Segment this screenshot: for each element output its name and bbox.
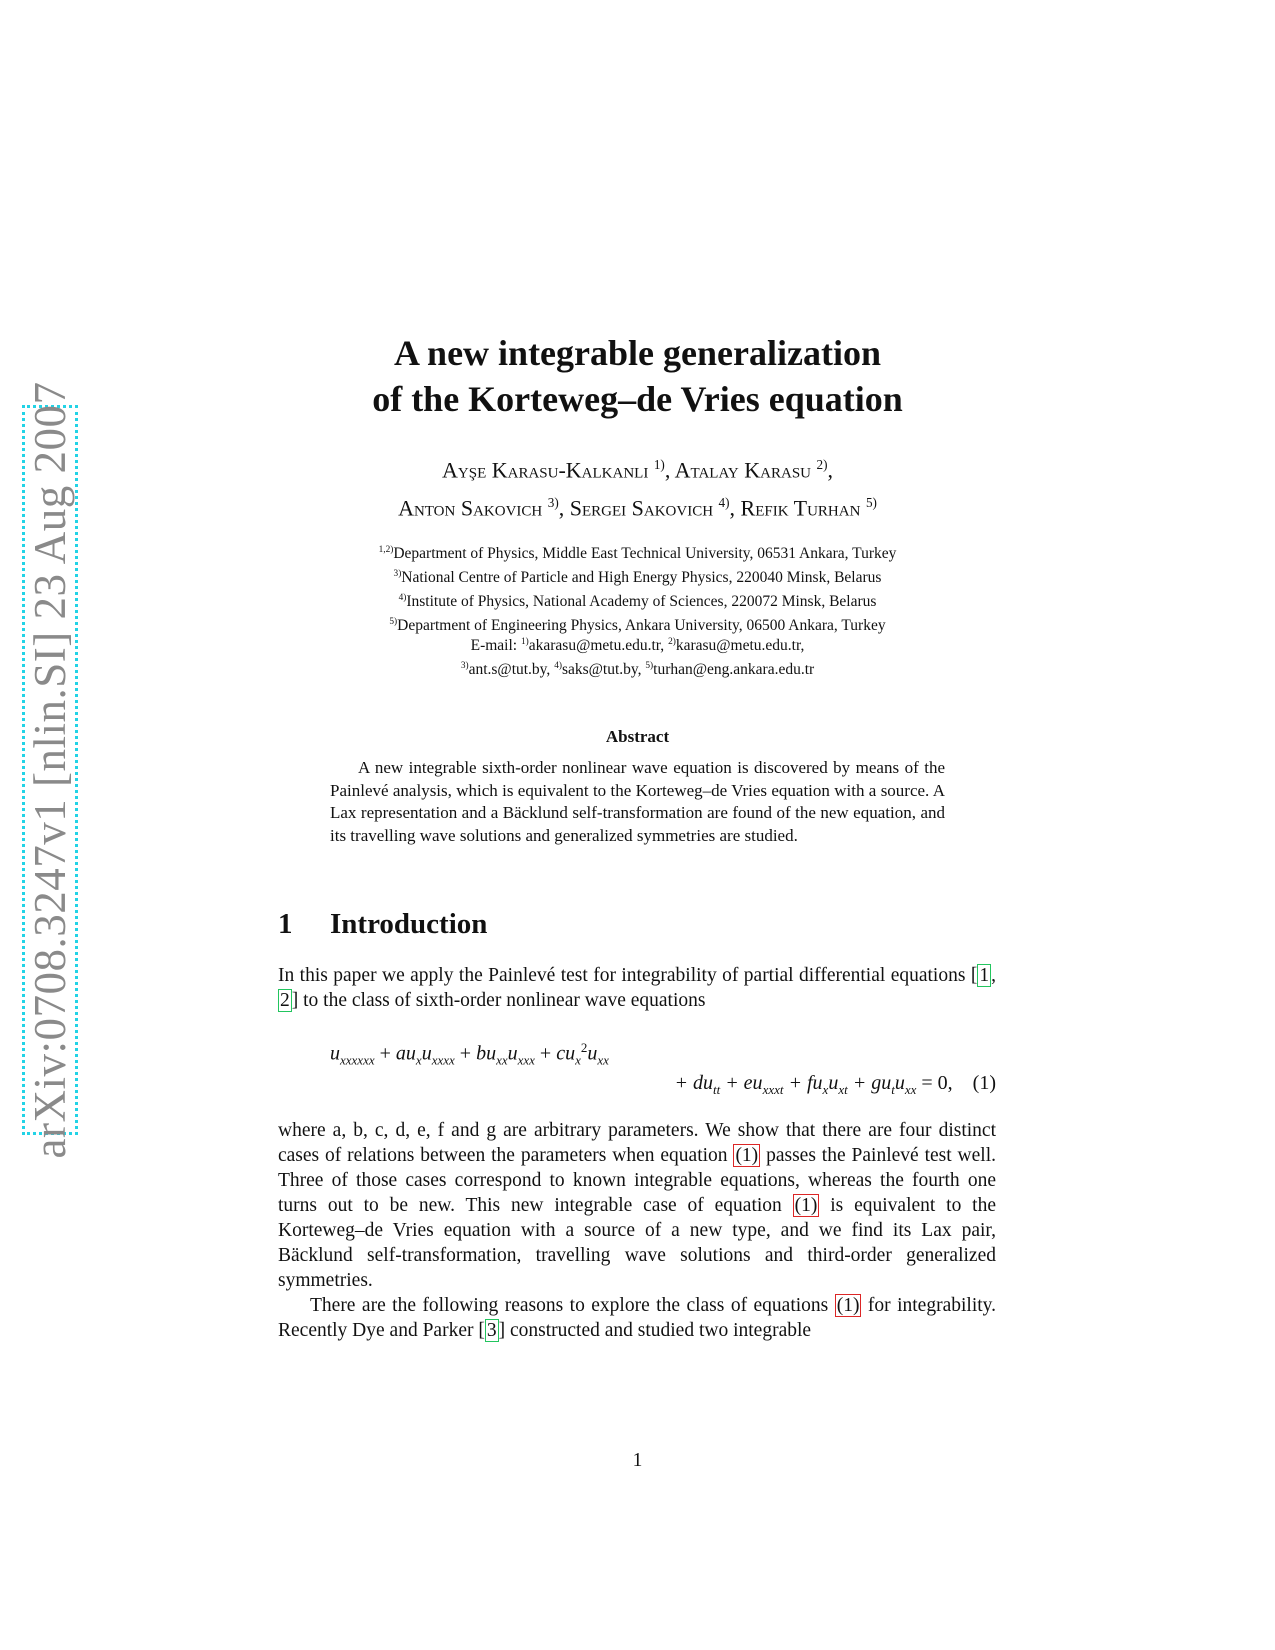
affiliation-mark: 4)	[398, 593, 407, 604]
affiliation	[0, 588, 1275, 612]
affiliation-text: Department of Physics, Middle East Technical University, 06531 Ankara, Turkey	[393, 545, 897, 563]
author-mark: 1)	[653, 457, 665, 472]
text-run: to the class of sixth-order nonlinear wave equations	[298, 990, 706, 1011]
title-line-2: of the Korteweg–de Vries equation	[372, 379, 903, 419]
affiliation-mark: 3)	[393, 569, 402, 580]
text-run: In this paper we apply the Painlevé test for integrability of partial differential equations	[278, 965, 971, 986]
affiliation-text: Department of Engineering Physics, Ankara University, 06500 Ankara, Turkey	[397, 617, 886, 635]
affiliation	[0, 564, 1275, 588]
author-mark: 5)	[865, 495, 877, 511]
email-link[interactable]: turhan@eng.ankara.edu.tr	[653, 661, 815, 679]
section-heading	[278, 908, 487, 941]
equation-ref-link[interactable]: (1)	[735, 1145, 759, 1166]
author-name: Refik Turhan	[740, 495, 861, 521]
text-run: for integrability. Recently Dye and Parker	[278, 1295, 997, 1341]
email-mark: 1)	[520, 637, 529, 647]
email-mark: 2)	[668, 637, 676, 647]
author-name: Anton Sakovich	[398, 495, 543, 521]
author-mark: 3)	[547, 495, 559, 511]
abstract-text: A new integrable sixth-order nonlinear wave equation is discovered by means of the Painlevé analysis, which is equivalent to the Korteweg–de Vries equation with a source. A Lax representation and a Bäcklund self-transformation are found of the new equation, and its travelling wave solutions and generalized symmetries are studied.	[330, 758, 945, 845]
title-line-1: A new integrable generalization	[394, 333, 881, 373]
text-run: is equivalent to the Korteweg–de Vries equation with a source of a new type, and we find its Lax pair, Bäcklund self-transformation, travelling wave solutions and third-order generalized symmetries.	[278, 1195, 997, 1291]
arxiv-id: arXiv:0708.3247v1 [nlin.SI] 23 Aug 2007	[25, 381, 75, 1159]
email-link[interactable]: akarasu@metu.edu.tr,	[528, 637, 665, 655]
citation-link[interactable]: 2	[280, 990, 290, 1011]
equation-line-2: + $du_{tt} + eu_{xxxt} + fu_xu_{xt} + gu_tu_{xx} = 0$, (1)	[674, 1072, 996, 1097]
text-run: ,	[991, 965, 996, 986]
affiliation-mark: 5)	[389, 617, 398, 628]
paragraph-3: There are the following reasons to explore the class of equations (1) for integrability. Recently Dye and Parker [ 3 ] constructed and studied two integrable	[278, 1295, 997, 1341]
citation-link[interactable]: 1	[979, 965, 990, 986]
section-number: 1	[278, 908, 293, 940]
email-block	[0, 632, 1275, 680]
equation-1	[330, 1040, 996, 1100]
paper-title	[0, 330, 1275, 422]
citation-link[interactable]: 3	[486, 1320, 497, 1341]
affiliation-text: National Centre of Particle and High Energy Physics, 220040 Minsk, Belarus	[401, 569, 882, 587]
paragraph-2	[278, 1118, 996, 1293]
affiliations	[0, 540, 1275, 637]
affiliation	[0, 540, 1275, 564]
text-run: where a, b, c, d, e, f and g are arbitrary parameters. We show that there are four distinct cases of relations between the parameters when equation	[278, 1120, 996, 1166]
author-list: Ayşe Karasu-Kalkanli $^{1)}$, Atalay Karasu $^{2)}$, Anton Sakovich $^{3)}$, Sergei Sakovich $^{4)}$, Refik Turhan $^{5)}$	[398, 457, 877, 521]
email-link[interactable]: ant.s@tut.by,	[468, 661, 551, 679]
email-mark: 3)	[460, 661, 469, 672]
email-mark: 5)	[645, 661, 654, 672]
text-run: constructed and studied two integrable	[505, 1320, 812, 1341]
text-run: passes the Painlevé test well. Three of those cases correspond to known integrable equations, whereas the fourth one turns out to be new. This new integrable case of equation	[278, 1145, 997, 1216]
text-run: There are the following reasons to explore the class of equations	[310, 1295, 835, 1316]
equation-ref-link[interactable]: (1)	[836, 1295, 860, 1316]
email-link[interactable]: saks@tut.by,	[561, 661, 642, 679]
equation-number: (1)	[972, 1072, 996, 1094]
author-mark: 2)	[816, 457, 828, 472]
equation-line-1: $u_{xxxxxx} + au_xu_{xxxx} + bu_{xx}u_{xxx} + cu_x^2u_{xx}$	[330, 1040, 609, 1068]
author-name: Atalay Karasu	[674, 457, 811, 483]
equation-ref-link[interactable]: (1)	[794, 1195, 818, 1216]
email-label: E-mail:	[470, 637, 518, 655]
paragraph-1: In this paper we apply the Painlevé test for integrability of partial differential equations [ 1 , 2 ] to the class of sixth-order nonlinear wave equations	[278, 965, 996, 1011]
affiliation-mark: 1,2)	[378, 545, 394, 555]
email-link[interactable]: karasu@metu.edu.tr,	[675, 637, 805, 655]
author-name: Ayşe Karasu-Kalkanli	[442, 457, 649, 483]
affiliation-text: Institute of Physics, National Academy of Sciences, 220072 Minsk, Belarus	[406, 593, 877, 611]
abstract-heading: Abstract	[605, 727, 670, 746]
page-number: 1	[632, 1450, 643, 1471]
author-mark: 4)	[718, 495, 730, 511]
section-title: Introduction	[330, 908, 488, 940]
email-mark: 4)	[554, 661, 562, 672]
author-name: Sergei Sakovich	[569, 495, 714, 521]
